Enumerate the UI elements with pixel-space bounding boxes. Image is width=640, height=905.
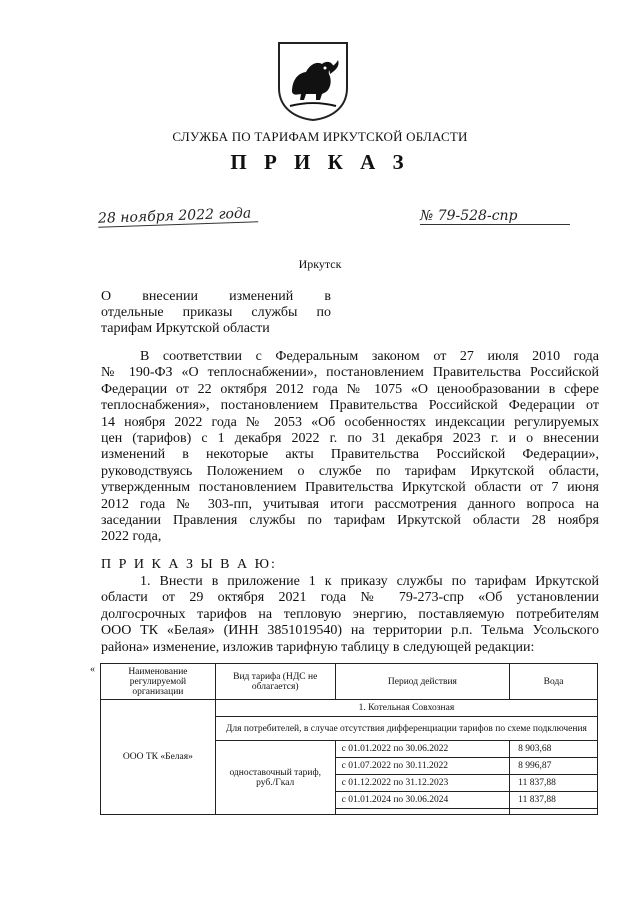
value-cell: 8 903,68 <box>510 741 598 758</box>
table-row <box>101 700 598 717</box>
open-quote: « <box>90 664 95 675</box>
preamble-line: изменений в некоторые акты Правительства Российской Федерации», <box>101 447 599 463</box>
point-line: ООО ТК «Белая» (ИНН 3851019540) на территории р.п. Тельма Усольского <box>101 623 599 639</box>
period-cell: с 01.12.2022 по 31.12.2023 <box>335 775 510 792</box>
subject-word: внесении <box>142 289 198 304</box>
org-name-cell: ООО ТК «Белая» <box>101 700 216 815</box>
agency-name: СЛУЖБА ПО ТАРИФАМ ИРКУТСКОЙ ОБЛАСТИ <box>172 129 468 144</box>
header-period: Период действия <box>335 664 510 700</box>
period-cell: с 01.01.2024 по 30.06.2024 <box>335 792 510 809</box>
order-heading: П Р И К А З Ы В А Ю: <box>101 557 277 572</box>
preamble-line: заседании Правления службы по тарифам Иркутской области 28 ноября <box>101 513 599 529</box>
order-point-1 <box>101 574 599 656</box>
preamble-line: 2012 года № 303-пп, учитывая итоги рассмотрения данного вопроса на <box>101 496 599 512</box>
period-cell-empty <box>335 809 510 815</box>
preamble-line: В соответствии с Федеральным законом от 27 июля 2010 года <box>140 349 599 364</box>
value-cell-empty <box>510 809 598 815</box>
subject-line-3: тарифам Иркутской области <box>101 321 270 336</box>
preamble <box>101 349 599 546</box>
preamble-line: руководствуясь Положением о службе по тарифам Иркутской области, <box>101 463 599 479</box>
section-cell: 1. Котельная Совхозная <box>215 700 597 717</box>
subject-line-1 <box>101 289 331 305</box>
preamble-line: утвержденным постановлением Правительства Иркутской области от 7 июня <box>101 480 599 496</box>
table-header-row <box>101 664 598 700</box>
tariff-name-cell: одноставочный тариф, руб./Гкал <box>215 741 335 815</box>
header-tariff-type: Вид тарифа (НДС не облагается) <box>215 664 335 700</box>
point-line: 1. Внести в приложение 1 к приказу службы по тарифам Иркутской <box>140 574 599 589</box>
preamble-line: цен (тарифов) с 1 декабря 2022 г. по 31 декабря 2023 г. и о внесении <box>101 431 599 447</box>
preamble-line: 2022 года, <box>101 529 162 545</box>
point-line: области от 29 октября 2021 года № 79-273-спр «Об установлении <box>101 590 599 606</box>
header-org: Наименование регулируемой организации <box>101 664 216 700</box>
preamble-line: 14 ноября 2022 года № 2053 «Об особенностях индексации регулируемых <box>101 414 599 430</box>
header-water: Вода <box>510 664 598 700</box>
document-date: 28 ноября 2022 года <box>98 205 258 228</box>
subject-word: в <box>324 289 331 304</box>
city: Иркутск <box>298 257 342 271</box>
order-subject <box>101 289 331 337</box>
subject-word: О <box>101 289 112 304</box>
point-line: долгосрочных тарифов на тепловую энергию, поставляемую потребителям <box>101 606 599 622</box>
subsection-cell: Для потребителей, в случае отсутствия дифференциации тарифов по схеме подключения <box>215 717 597 741</box>
value-cell: 11 837,88 <box>510 792 598 809</box>
period-cell: с 01.01.2022 по 30.06.2022 <box>335 741 510 758</box>
preamble-line: № 190-ФЗ «О теплоснабжении», постановлением Правительства Российской <box>101 365 599 381</box>
value-cell: 11 837,88 <box>510 775 598 792</box>
period-cell: с 01.07.2022 по 30.11.2022 <box>335 758 510 775</box>
tariff-table <box>100 663 598 815</box>
subject-word: изменений <box>229 289 294 304</box>
coat-of-arms-icon <box>276 40 350 122</box>
subject-line-2: отдельные приказы службы по <box>101 305 331 320</box>
preamble-line: теплоснабжения», постановлением Правительства Российской Федерации от <box>101 398 599 414</box>
document-number: № 79-528-спр <box>420 208 570 225</box>
document-title: П Р И К А З <box>230 150 410 174</box>
value-cell: 8 996,87 <box>510 758 598 775</box>
preamble-line: Федерации от 22 октября 2012 года № 1075 «О ценообразовании в сфере <box>101 381 599 397</box>
point-line: района» изменение, изложив тарифную таблицу в следующей редакции: <box>101 639 535 655</box>
